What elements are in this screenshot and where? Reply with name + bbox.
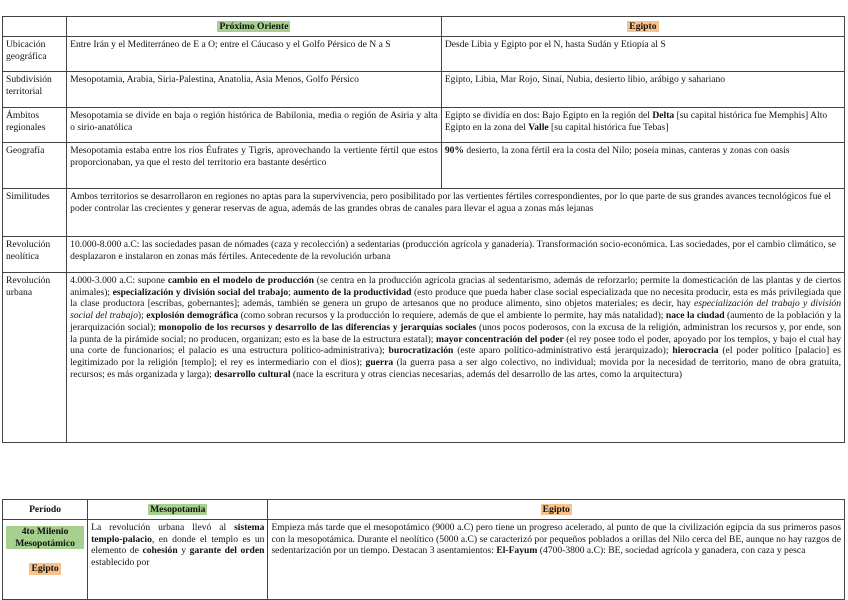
row-ambitos (3, 108, 845, 143)
row-label: Revolución neolítica (3, 237, 67, 273)
cell-mesopotamia: La revolución urbana llevó al sistema templo-palacio, en donde el templo es un elemento de cohesión y garante del orden establecido por (88, 520, 268, 600)
row-label: Revolución urbana (3, 273, 67, 443)
cell-egipto: Desde Libia y Egipto por el N, hasta Sudán y Etiopía al S (441, 37, 844, 72)
header-egipto: Egipto (268, 500, 845, 520)
row-label: Subdivisión territorial (3, 72, 67, 108)
cell-oriente: Mesopotamia estaba entre los ríos Éufrates y Tigris, aprovechando la vertiente fértil que estos proporcionaban, ya que el resto del territorio era bastante desértico (67, 143, 442, 189)
row-4to-milenio (3, 520, 845, 600)
header-proximo-oriente: Próximo Oriente (67, 17, 442, 37)
header-row (3, 17, 845, 37)
cell-urbana: 4.000-3.000 a.C: supone cambio en el modelo de producción (se centra en la producción agrícola gracias al sedentarismo, además de reforzarlo; permite la domesticación de las plantas y de ciertos animales); especialización y división social del trabajo; aumento de la productividad (esto produce que pueda haber clase social especializada que no necesita producir, esta es más privilegiada que la clase productora [escribas, gobernantes]; además, también se genera un grupo de artesanos que no produce alimento, sino objetos materiales; es decir, hay especialización del trabajo y división social del trabajo); explosión demográfica (como sobran recursos y la producción lo requiere, además de que el ambiente lo permite, hay más natalidad); nace la ciudad (aumento de la población y la jerarquización social); monopolio de los recursos y desarrollo de las diferencias y jerarquías sociales (unos pocos poderosos, con la excusa de la religión, administran los recursos y, por ende, son la punta de la pirámide social; no producen, organizan; esto es la base de la estructura estatal); mayor concentración del poder (el rey posee todo el poder, apoyado por los templos, y bajo el cual hay una corte de funcionarios; el palacio es una estructura político-administrativa); burocratización (este aparo político-administrativo está jerarquizado); hierocracia (el poder político [palacio] es legitimizado por la religión [templo]; el rey es intermediario con el dios); guerra (la guerra pasa a ser algo colectivo, no individual; movida por la necesidad de territorio, mano de obra gratuita, recursos; es más organizada y larga); desarrollo cultural (nace la escritura y otras ciencias necesarias, además del desarrollo de las artes, como la arquitectura) (67, 273, 845, 443)
cell-egipto: Egipto se dividía en dos: Bajo Egipto en la región del Delta [su capital histórica fue Memphis] Alto Egipto en la zona del Valle [su capital histórica fue Tebas] (441, 108, 844, 143)
periods-table (2, 499, 845, 600)
row-similitudes (3, 189, 845, 237)
cell-periodo (3, 520, 88, 600)
header-mesopotamia: Mesopotamia (88, 500, 268, 520)
cell-egipto: Egipto, Libia, Mar Rojo, Sinaí, Nubia, desierto libio, arábigo y sahariano (441, 72, 844, 108)
cell-egipto: 90% desierto, la zona fértil era la costa del Nilo; poseía minas, canteras y zonas con oasis (441, 143, 844, 189)
cell-neolitica: 10.000-8.000 a.C: las sociedades pasan de nómades (caza y recolección) a sedentarias (producción agrícola y ganadería). Transformación socio-económica. Las sociedades, por el cambio climático, se desplazaron e instalaron en zonas más fértiles. Antecedente de la revolución urbana (67, 237, 845, 273)
header-row (3, 500, 845, 520)
header-egipto: Egipto (441, 17, 844, 37)
comparison-table (2, 16, 845, 443)
row-label: Similitudes (3, 189, 67, 237)
period-mesopotamia-label: 4to Milenio Mesopotámico (6, 526, 84, 549)
cell-oriente: Entre Irán y el Mediterráneo de E a O; entre el Cáucaso y el Golfo Pérsico de N a S (67, 37, 442, 72)
row-label: Ubicación geográfica (3, 37, 67, 72)
row-subdivision (3, 72, 845, 108)
cell-similitudes: Ambos territorios se desarrollaron en regiones no aptas para la supervivencia, pero posibilitado por las vertientes fértiles correspondientes, por lo que parte de sus grandes avances tecnológicos fue el poder controlar las crecientes y generar reservas de agua, además de las grandes obras de canales para llevar el agua a zonas más lejanas (67, 189, 845, 237)
row-neolitica (3, 237, 845, 273)
cell-oriente: Mesopotamia se divide en baja o región histórica de Babilonia, media o región de Asiria y alta o sirio-anatólica (67, 108, 442, 143)
row-urbana (3, 273, 845, 443)
cell-oriente: Mesopotamia, Arabia, Siria-Palestina, Anatolia, Asia Menos, Golfo Pérsico (67, 72, 442, 108)
row-label: Geografía (3, 143, 67, 189)
header-periodo: Período (3, 500, 88, 520)
period-egipto-label: Egipto (31, 563, 59, 575)
row-label: Ámbitos regionales (3, 108, 67, 143)
cell-egipto: Empieza más tarde que el mesopotámico (9000 a.C) pero tiene un progreso acelerado, al punto de que la civilización egipcia da sus primeros pasos con la mesopotámica. Durante el neolítico (5000 a.C) se caracterizó por pequeños poblados a orillas del Nilo cerca del BE, aunque no hay razgos de sedentarización por un tiempo. Destacan 3 asentamientos: El-Fayum (4700-3800 a.C): BE, sociedad agrícola y ganadera, con caza y pesca (268, 520, 845, 600)
row-ubicacion (3, 37, 845, 72)
row-geografia (3, 143, 845, 189)
header-empty-cell (3, 17, 67, 37)
